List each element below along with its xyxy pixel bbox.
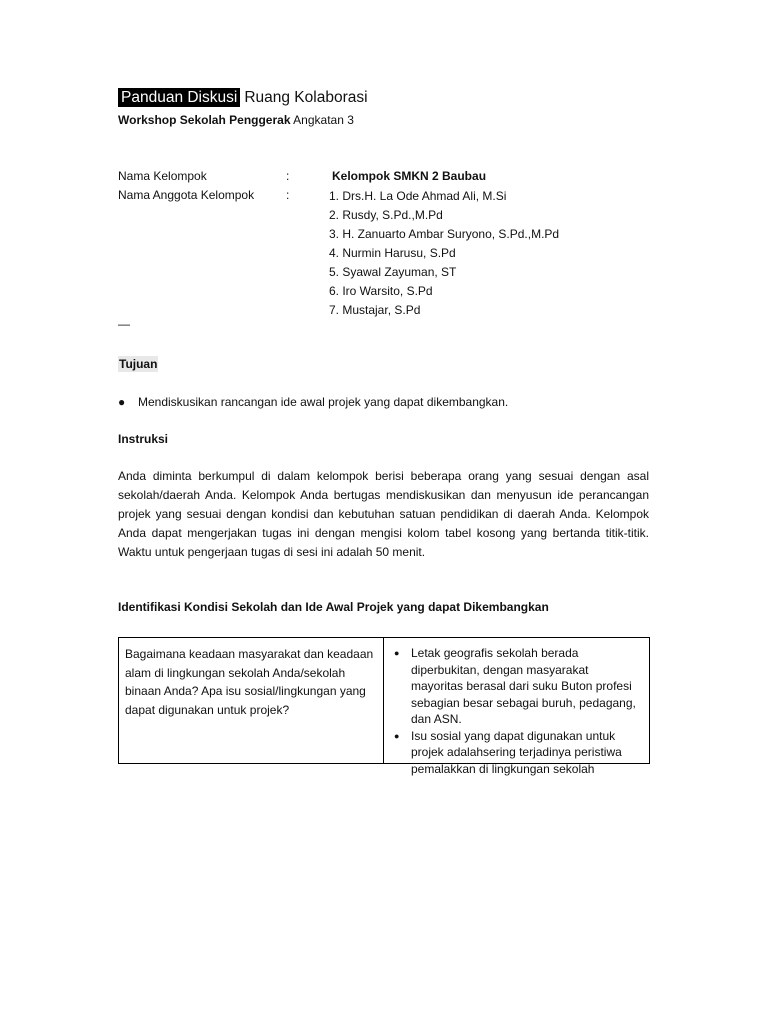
identifikasi-heading: Identifikasi Kondisi Sekolah dan Ide Awal Projek yang dapat Dikembangkan [118, 600, 549, 614]
instruksi-paragraph: Anda diminta berkumpul di dalam kelompok berisi beberapa orang yang sesuai dengan asal sekolah/daerah Anda. Kelompok Anda bertugas mendiskusikan dan menyusun ide perancangan projek yang sesuai dengan kondisi dan kebutuhan satuan pendidikan di daerah Anda. Kelompok Anda dapat mengerjakan tugas ini dengan mengisi kolom tabel kosong yang bertanda titik-titik. Waktu untuk pengerjaan tugas di sesi ini adalah 50 menit. [118, 469, 649, 559]
group-name-value: Kelompok SMKN 2 Baubau [332, 169, 487, 183]
title-highlight: Panduan Diskusi [118, 88, 240, 107]
identifikasi-table [118, 637, 650, 776]
member-item: 4. Nurmin Harusu, S.Pd [329, 246, 456, 260]
separator-dash: — [118, 317, 130, 331]
members-list [329, 187, 559, 320]
member-item: 3. H. Zanuarto Ambar Suryono, S.Pd.,M.Pd [329, 227, 560, 241]
document-subtitle [118, 112, 354, 128]
answer-cell [384, 638, 649, 776]
group-name-label: Nama Kelompok [118, 169, 207, 183]
member-item: 5. Syawal Zayuman, ST [329, 265, 457, 279]
group-members-colon: : [286, 188, 290, 202]
answer-item: ● Letak geografis sekolah berada diperbukitan, dengan masyarakat mayoritas berasal dari suku Buton profesi sebagian besar sebagai buruh, pedagang, dan ASN. [394, 645, 643, 728]
title-rest: Ruang Kolaborasi [244, 89, 368, 106]
instruksi-heading: Instruksi [118, 432, 169, 446]
tujuan-heading: Tujuan [119, 357, 158, 371]
subtitle-bold: Workshop Sekolah Penggerak [118, 113, 291, 127]
group-members-label: Nama Anggota Kelompok [118, 188, 255, 202]
answer-list [394, 645, 643, 777]
bullet-icon: ● [118, 395, 126, 409]
question-cell: Bagaimana keadaan masyarakat dan keadaan alam di lingkungan sekolah Anda/sekolah binaan Anda? Apa isu sosial/lingkungan yang dapat digunakan untuk projek? [119, 638, 384, 763]
member-item: 2. Rusdy, S.Pd.,M.Pd [329, 208, 443, 222]
member-item: 6. Iro Warsito, S.Pd [329, 284, 433, 298]
tujuan-item-text: Mendiskusikan rancangan ide awal projek yang dapat dikembangkan. [138, 395, 509, 409]
member-item: 7. Mustajar, S.Pd [329, 303, 421, 317]
member-item: 1. Drs.H. La Ode Ahmad Ali, M.Si [329, 189, 507, 203]
subtitle-rest: Angkatan 3 [293, 113, 354, 127]
document-title [118, 87, 368, 109]
answer-item: ● Isu sosial yang dapat digunakan untuk projek adalahsering terjadinya peristiwa pemalakkan di lingkungan sekolah [394, 728, 643, 778]
group-name-colon: : [286, 169, 290, 183]
tujuan-item [118, 394, 508, 410]
